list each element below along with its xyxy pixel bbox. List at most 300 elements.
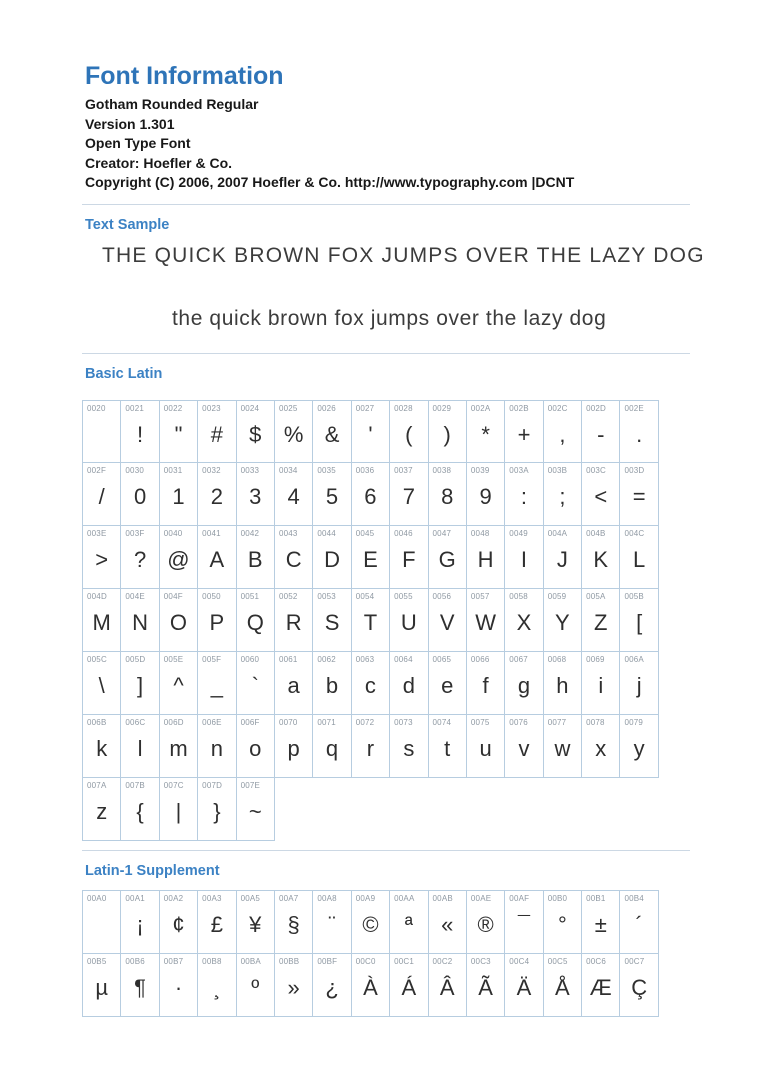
glyph-cell-006F (236, 714, 275, 778)
glyph-cell-00AF (504, 890, 543, 954)
glyph: L (633, 547, 646, 573)
glyph: ¨ (328, 911, 336, 937)
glyph: e (441, 673, 454, 699)
glyph-cell-004B (581, 525, 620, 589)
codepoint-label: 0068 (547, 655, 567, 665)
glyph-row (82, 462, 690, 526)
glyph: ( (405, 421, 413, 447)
glyph: ª (404, 911, 413, 937)
glyph: N (132, 610, 149, 636)
codepoint-label: 005E (163, 655, 184, 665)
codepoint-label: 00C7 (624, 956, 645, 966)
glyph-cell-00C5 (543, 953, 582, 1017)
codepoint-label: 004D (87, 592, 107, 602)
glyph: O (169, 610, 188, 636)
glyph-cell-0036 (351, 462, 390, 526)
glyph: ~ (248, 798, 262, 824)
glyph-table-latin1-supplement (82, 890, 690, 1017)
codepoint-label: 00C0 (355, 956, 376, 966)
glyph-cell-004F (159, 588, 198, 652)
glyph: I (520, 547, 528, 573)
glyph-cell-00AA (389, 890, 428, 954)
section-heading-basic-latin: Basic Latin (85, 365, 163, 382)
glyph-cell-00C1 (389, 953, 428, 1017)
codepoint-label: 00AF (509, 893, 530, 903)
codepoint-label: 0049 (509, 529, 528, 539)
codepoint-label: 0022 (163, 403, 183, 413)
glyph: H (477, 547, 494, 573)
glyph-cell-005A (581, 588, 620, 652)
codepoint-label: 00C5 (547, 956, 568, 966)
glyph-cell-006D (159, 714, 198, 778)
codepoint-label: 00A0 (87, 893, 107, 903)
glyph: F (402, 547, 416, 573)
glyph: S (324, 610, 340, 636)
codepoint-label: 0042 (240, 529, 260, 539)
codepoint-label: 0076 (509, 717, 528, 727)
codepoint-label: 005A (586, 592, 606, 602)
glyph: µ (95, 974, 109, 1000)
glyph: X (516, 610, 532, 636)
codepoint-label: 0053 (317, 592, 336, 602)
glyph-cell-00A1 (120, 890, 159, 954)
divider (82, 850, 690, 851)
glyph: n (210, 735, 223, 761)
glyph-cell-0027 (351, 400, 390, 464)
glyph-cell-007D (197, 777, 236, 841)
glyph-cell-0079 (619, 714, 658, 778)
glyph-cell-0062 (312, 651, 351, 715)
codepoint-label: 0050 (202, 592, 221, 602)
codepoint-label: 007D (202, 780, 223, 790)
font-version: Version 1.301 (85, 115, 175, 132)
glyph-cell-00B1 (581, 890, 620, 954)
codepoint-label: 0043 (278, 529, 298, 539)
glyph-row (82, 890, 690, 954)
glyph-cell-0020 (82, 400, 121, 464)
codepoint-label: 007B (125, 780, 145, 790)
codepoint-label: 00C1 (394, 956, 415, 966)
glyph-cell-0047 (428, 525, 467, 589)
glyph-cell-0046 (389, 525, 428, 589)
glyph-cell-006C (120, 714, 159, 778)
glyph: | (175, 798, 182, 824)
codepoint-label: 0020 (87, 403, 106, 413)
glyph-cell-0061 (274, 651, 313, 715)
glyph-cell-0039 (466, 462, 505, 526)
glyph: 1 (172, 484, 185, 510)
codepoint-label: 007E (240, 780, 261, 790)
codepoint-label: 00A9 (355, 893, 376, 903)
glyph: ) (443, 421, 451, 447)
glyph-cell-002A (466, 400, 505, 464)
glyph-table-basic-latin (82, 400, 690, 841)
glyph-cell-00A2 (159, 890, 198, 954)
glyph: K (593, 547, 609, 573)
glyph: b (325, 673, 339, 699)
glyph-cell-0042 (236, 525, 275, 589)
glyph: & (324, 421, 340, 447)
glyph: 5 (325, 484, 339, 510)
glyph-cell-0073 (389, 714, 428, 778)
glyph: Z (594, 610, 608, 636)
glyph-cell-003C (581, 462, 620, 526)
codepoint-label: 0079 (624, 717, 644, 727)
glyph: y (633, 735, 645, 761)
codepoint-label: 006E (202, 717, 222, 727)
codepoint-label: 0023 (202, 403, 221, 413)
text-sample-heading: Text Sample (85, 216, 170, 233)
codepoint-label: 0044 (317, 529, 336, 539)
section-heading-latin1-supplement: Latin-1 Supplement (85, 862, 220, 879)
glyph-cell-00B4 (619, 890, 658, 954)
glyph-cell-005D (120, 651, 159, 715)
glyph: 7 (402, 484, 415, 510)
glyph: Æ (589, 974, 612, 1000)
glyph-cell-0058 (504, 588, 543, 652)
glyph-cell-0057 (466, 588, 505, 652)
codepoint-label: 00B1 (586, 893, 606, 903)
glyph-cell-00B5 (82, 953, 121, 1017)
glyph: · (174, 974, 183, 1000)
glyph: Q (246, 610, 264, 636)
glyph: [ (636, 610, 643, 636)
glyph-cell-0035 (312, 462, 351, 526)
glyph-cell-0077 (543, 714, 582, 778)
codepoint-label: 00A2 (163, 893, 184, 903)
glyph-cell-0029 (428, 400, 467, 464)
glyph-cell-0052 (274, 588, 313, 652)
glyph: : (520, 484, 528, 510)
glyph: V (439, 610, 455, 636)
codepoint-label: 00C6 (586, 956, 607, 966)
glyph: \ (98, 673, 105, 699)
glyph: W (475, 610, 496, 636)
codepoint-label: 0055 (394, 592, 413, 602)
glyph: À (363, 974, 378, 1000)
glyph-cell-0071 (312, 714, 351, 778)
glyph-cell-0037 (389, 462, 428, 526)
codepoint-label: 00A5 (240, 893, 261, 903)
codepoint-label: 003D (624, 466, 645, 476)
glyph-cell-007B (120, 777, 159, 841)
codepoint-label: 0028 (394, 403, 413, 413)
glyph: c (364, 673, 376, 699)
codepoint-label: 0036 (355, 466, 375, 476)
codepoint-label: 003B (547, 466, 568, 476)
glyph: C (285, 547, 302, 573)
glyph-cell-0049 (504, 525, 543, 589)
codepoint-label: 0067 (509, 655, 528, 665)
codepoint-label: 00AB (432, 893, 453, 903)
codepoint-label: 0045 (355, 529, 375, 539)
codepoint-label: 003F (125, 529, 145, 539)
codepoint-label: 002E (624, 403, 644, 413)
glyph: v (518, 735, 530, 761)
glyph-cell-003D (619, 462, 658, 526)
glyph-cell-00A8 (312, 890, 351, 954)
codepoint-label: 007C (163, 780, 184, 790)
glyph-cell-002B (504, 400, 543, 464)
codepoint-label: 004A (547, 529, 568, 539)
glyph: j (636, 673, 642, 699)
glyph-cell-0033 (236, 462, 275, 526)
glyph-cell-00BF (312, 953, 351, 1017)
glyph-cell-00C7 (619, 953, 658, 1017)
glyph: Y (555, 610, 570, 636)
glyph-cell-004E (120, 588, 159, 652)
divider (82, 353, 690, 354)
glyph: o (249, 735, 262, 761)
glyph-cell-00A0 (82, 890, 121, 954)
glyph-cell-00B0 (543, 890, 582, 954)
glyph: ± (594, 911, 607, 937)
glyph-cell-002C (543, 400, 582, 464)
glyph: r (366, 735, 375, 761)
glyph-cell-0021 (120, 400, 159, 464)
codepoint-label: 0033 (240, 466, 260, 476)
glyph-row (82, 651, 690, 715)
codepoint-label: 00AE (470, 893, 492, 903)
codepoint-label: 0046 (394, 529, 413, 539)
codepoint-label: 0035 (317, 466, 336, 476)
glyph-cell-00B6 (120, 953, 159, 1017)
codepoint-label: 0077 (547, 717, 567, 727)
codepoint-label: 0052 (278, 592, 298, 602)
codepoint-label: 00BA (240, 956, 261, 966)
glyph-cell-006A (619, 651, 658, 715)
codepoint-label: 006D (163, 717, 184, 727)
codepoint-label: 0021 (125, 403, 144, 413)
codepoint-label: 00B7 (163, 956, 184, 966)
glyph-cell-003B (543, 462, 582, 526)
codepoint-label: 0034 (278, 466, 298, 476)
glyph-cell-0023 (197, 400, 236, 464)
codepoint-label: 0073 (394, 717, 413, 727)
glyph-cell-0056 (428, 588, 467, 652)
glyph-cell-0078 (581, 714, 620, 778)
glyph-cell-0038 (428, 462, 467, 526)
glyph: º (251, 974, 260, 1000)
codepoint-label: 0025 (278, 403, 298, 413)
codepoint-label: 00A3 (202, 893, 222, 903)
codepoint-label: 006B (87, 717, 107, 727)
codepoint-label: 00C4 (509, 956, 530, 966)
glyph-cell-0040 (159, 525, 198, 589)
glyph-cell-003E (82, 525, 121, 589)
glyph-cell-0034 (274, 462, 313, 526)
glyph: ¢ (172, 911, 185, 937)
font-name: Gotham Rounded Regular (85, 96, 259, 112)
glyph-cell-004A (543, 525, 582, 589)
glyph: @ (167, 547, 190, 573)
glyph-cell-002D (581, 400, 620, 464)
glyph-cell-00C6 (581, 953, 620, 1017)
codepoint-label: 0029 (432, 403, 452, 413)
glyph: ® (477, 911, 494, 937)
glyph-cell-0030 (120, 462, 159, 526)
glyph: ^ (173, 673, 184, 699)
glyph: = (632, 484, 646, 510)
glyph: ` (251, 673, 259, 699)
codepoint-label: 00A7 (278, 893, 299, 903)
codepoint-label: 0037 (394, 466, 413, 476)
glyph: © (362, 911, 379, 937)
codepoint-label: 003E (87, 529, 107, 539)
codepoint-label: 0031 (163, 466, 183, 476)
glyph-cell-004C (619, 525, 658, 589)
codepoint-label: 0024 (240, 403, 260, 413)
glyph-cell-0072 (351, 714, 390, 778)
codepoint-label: 0048 (470, 529, 490, 539)
glyph-cell-00A5 (236, 890, 275, 954)
glyph-cell-0031 (159, 462, 198, 526)
glyph: ; (559, 484, 566, 510)
glyph: < (594, 484, 608, 510)
glyph: , (559, 421, 566, 447)
codepoint-label: 0062 (317, 655, 336, 665)
codepoint-label: 00B6 (125, 956, 145, 966)
glyph-cell-0055 (389, 588, 428, 652)
glyph-cell-00A9 (351, 890, 390, 954)
glyph: A (209, 547, 225, 573)
glyph-cell-0028 (389, 400, 428, 464)
glyph-cell-00C0 (351, 953, 390, 1017)
glyph-cell-0051 (236, 588, 275, 652)
codepoint-label: 002F (87, 466, 107, 476)
codepoint-label: 002D (586, 403, 607, 413)
glyph: m (169, 735, 188, 761)
glyph: ° (557, 911, 567, 937)
codepoint-label: 004E (125, 592, 145, 602)
glyph-row (82, 777, 690, 841)
codepoint-label: 0041 (202, 529, 221, 539)
glyph: R (285, 610, 302, 636)
codepoint-label: 00C3 (470, 956, 491, 966)
glyph-cell-0065 (428, 651, 467, 715)
codepoint-label: 0057 (470, 592, 490, 602)
glyph-cell-0069 (581, 651, 620, 715)
glyph: £ (210, 911, 223, 937)
codepoint-label: 005C (87, 655, 107, 665)
glyph-cell-0068 (543, 651, 582, 715)
glyph-cell-002F (82, 462, 121, 526)
glyph-cell-00C3 (466, 953, 505, 1017)
codepoint-label: 0074 (432, 717, 452, 727)
codepoint-label: 00B4 (624, 893, 644, 903)
glyph: ´ (635, 911, 643, 937)
glyph: # (210, 421, 223, 447)
glyph-cell-0025 (274, 400, 313, 464)
glyph: s (403, 735, 415, 761)
glyph: ¿ (325, 974, 339, 1000)
codepoint-label: 0063 (355, 655, 375, 665)
glyph: » (287, 974, 300, 1000)
glyph-cell-007C (159, 777, 198, 841)
codepoint-label: 00A8 (317, 893, 337, 903)
glyph: z (96, 798, 108, 824)
glyph: ] (137, 673, 144, 699)
codepoint-label: 006F (240, 717, 260, 727)
glyph-cell-005C (82, 651, 121, 715)
glyph-cell-0053 (312, 588, 351, 652)
font-creator: Creator: Hoefler & Co. (85, 154, 233, 171)
codepoint-label: 00A1 (125, 893, 145, 903)
glyph-cell-00B7 (159, 953, 198, 1017)
codepoint-label: 0065 (432, 655, 452, 665)
glyph: " (174, 421, 183, 447)
codepoint-label: 00BF (317, 956, 338, 966)
glyph: B (247, 547, 263, 573)
glyph: % (283, 421, 304, 447)
glyph-cell-00BA (236, 953, 275, 1017)
glyph: Ã (478, 974, 493, 1000)
glyph-cell-0054 (351, 588, 390, 652)
glyph: ¥ (249, 911, 262, 937)
glyph: ¸ (213, 974, 221, 1000)
glyph-cell-0064 (389, 651, 428, 715)
glyph-cell-0059 (543, 588, 582, 652)
glyph: _ (210, 673, 223, 699)
codepoint-label: 0047 (432, 529, 452, 539)
glyph-cell-002E (619, 400, 658, 464)
divider (82, 204, 690, 205)
glyph-cell-0070 (274, 714, 313, 778)
glyph: P (209, 610, 225, 636)
glyph-cell-0045 (351, 525, 390, 589)
glyph: 0 (133, 484, 147, 510)
glyph: 4 (287, 484, 300, 510)
codepoint-label: 0061 (278, 655, 298, 665)
glyph-cell-0067 (504, 651, 543, 715)
codepoint-label: 0051 (240, 592, 260, 602)
glyph-cell-00C2 (428, 953, 467, 1017)
glyph: 9 (479, 484, 492, 510)
glyph-cell-00B8 (197, 953, 236, 1017)
codepoint-label: 0038 (432, 466, 452, 476)
glyph-cell-004D (82, 588, 121, 652)
glyph: x (595, 735, 607, 761)
glyph: Â (439, 974, 455, 1000)
glyph: 6 (364, 484, 377, 510)
glyph: § (287, 911, 300, 937)
glyph: Á (401, 974, 417, 1000)
codepoint-label: 0058 (509, 592, 528, 602)
codepoint-label: 0056 (432, 592, 452, 602)
codepoint-label: 0027 (355, 403, 375, 413)
glyph: ? (133, 547, 147, 573)
glyph: Ä (516, 974, 532, 1000)
codepoint-label: 0039 (470, 466, 490, 476)
glyph-cell-0032 (197, 462, 236, 526)
glyph: 3 (249, 484, 262, 510)
glyph: M (92, 610, 111, 636)
glyph: / (98, 484, 105, 510)
glyph-cell-006B (82, 714, 121, 778)
glyph-cell-0074 (428, 714, 467, 778)
codepoint-label: 002B (509, 403, 529, 413)
glyph-row (82, 525, 690, 589)
font-type: Open Type Font (85, 135, 191, 151)
glyph: ! (137, 421, 144, 447)
codepoint-label: 0078 (586, 717, 605, 727)
glyph: $ (249, 421, 262, 447)
page-title: Font Information (85, 62, 284, 90)
glyph-cell-00A7 (274, 890, 313, 954)
glyph-row (82, 400, 690, 464)
glyph: G (438, 547, 456, 573)
glyph: g (517, 673, 531, 699)
